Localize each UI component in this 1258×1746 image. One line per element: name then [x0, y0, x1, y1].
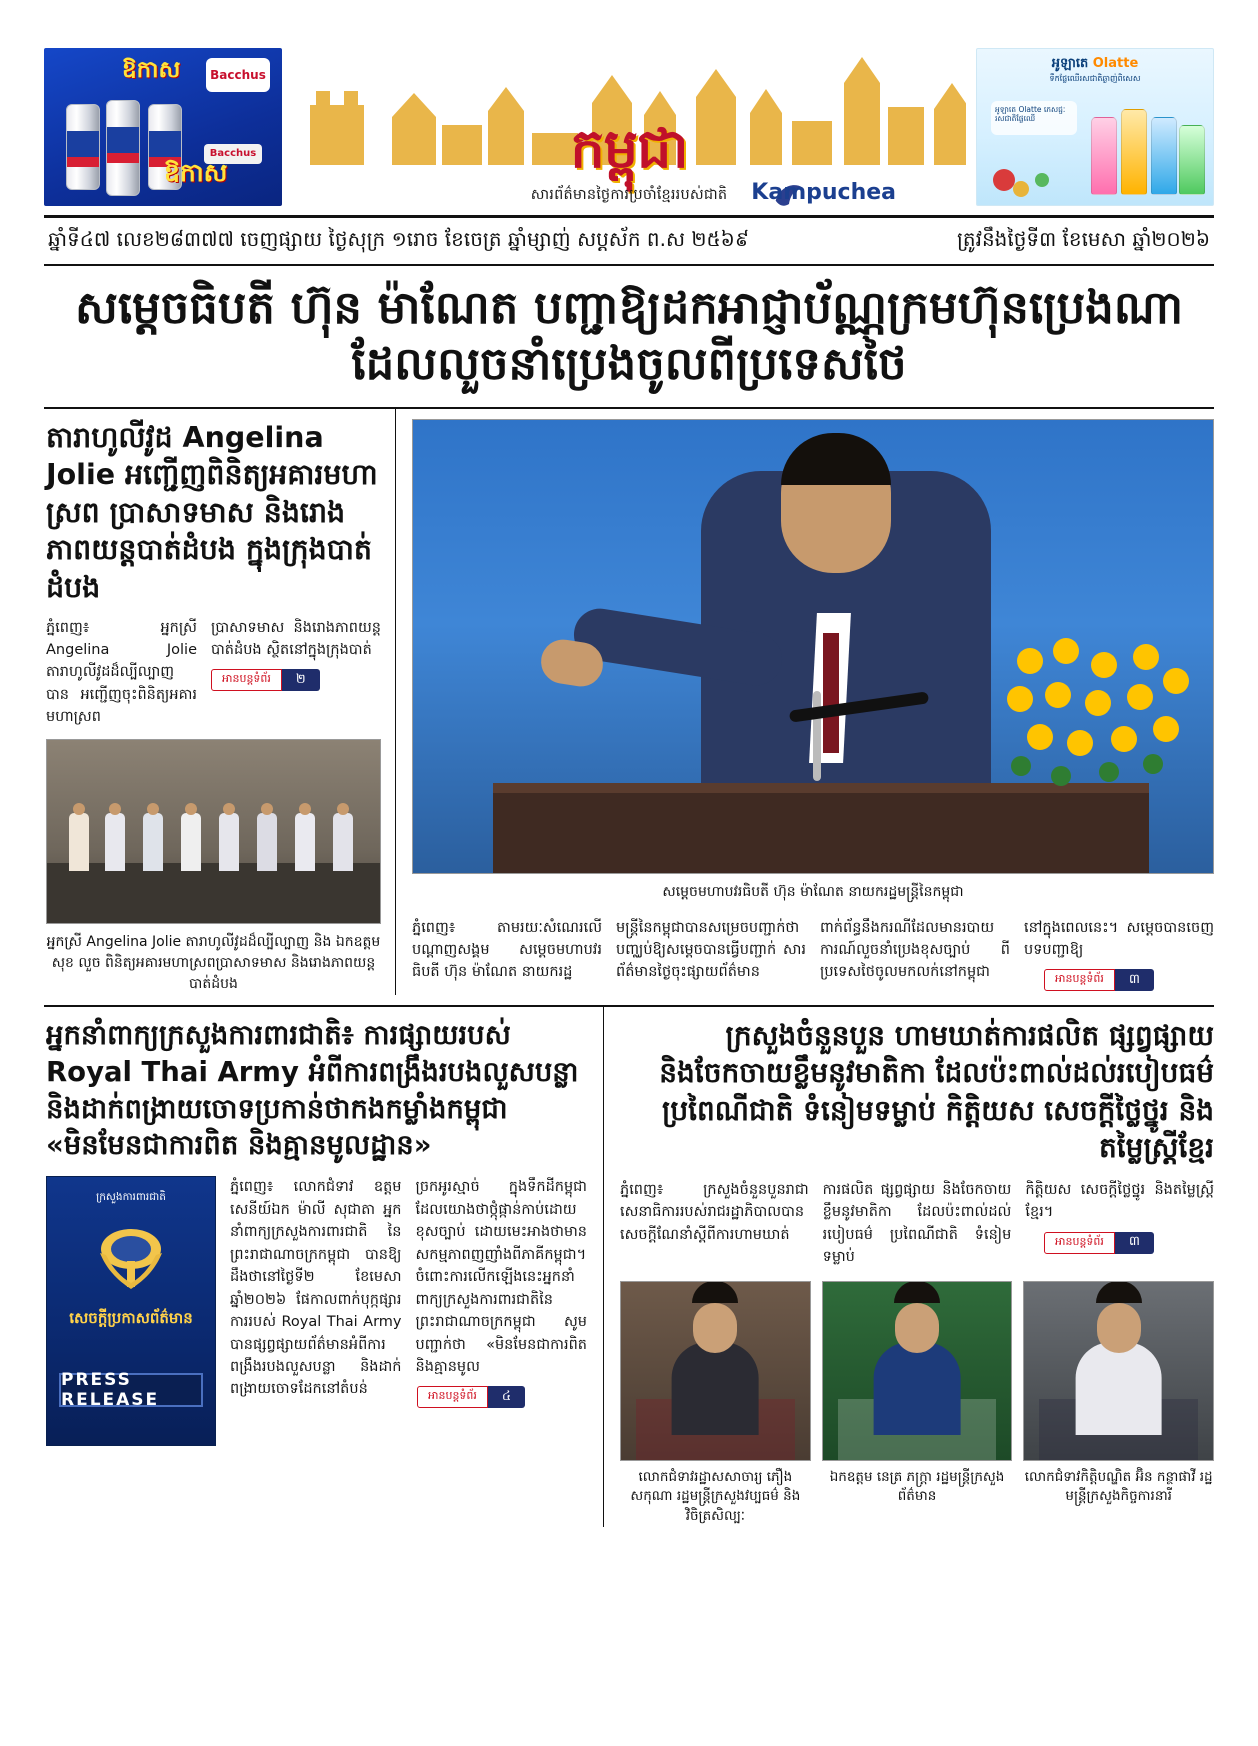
newspaper-title: កម្ពុជា	[570, 116, 688, 180]
culture-paragraph-1: ភ្នំពេញ៖ ក្រសួងចំនួនបួនរាជាសេនាធិការរបស់រាជរដ្ឋាភិបាលបាន សេចក្តីណែនាំស្ដីពីការហាមឃាត់	[620, 1181, 809, 1243]
ad-left-brand-badge-secondary: Bacchus	[204, 144, 262, 164]
press-release-title: សេចក្តីប្រកាសព័ត៌មាន	[69, 1309, 193, 1328]
lead-paragraph-2: មន្ត្រីនៃកម្ពុជាបានសម្រេចបញ្ជាក់ថា បញ្ឈប់ឱ្យសម្តេចបានធ្វើបញ្ជាក់ សារព័ត៌មានថ្ងៃចុះផ្សាយព័ត៌មាន	[616, 919, 806, 981]
ad-left-brand-badge: Bacchus	[206, 58, 270, 92]
lead-readmore-page: ៣	[1115, 969, 1154, 991]
bottle-icon	[1121, 109, 1147, 195]
dateline-issue-info: ឆ្នាំទី៤៧ លេខ២៨៣៧៧ ចេញផ្សាយ ថ្ងៃសុក្រ ១រោច ខែចេត្រ ឆ្នាំម្សាញ់ សប្តស័ក ព.ស ២៥៦៩	[48, 227, 749, 251]
ad-left-khmer-top: ឱកាស	[122, 56, 181, 83]
jolie-readmore[interactable]	[211, 669, 381, 691]
defence-readmore-label: អានបន្តទំព័រ	[417, 1386, 488, 1408]
jolie-paragraph-1: ភ្នំពេញ៖ អ្នកស្រី Angelina Jolie តារាហូលីវូដដ៏ល្បីល្បាញបាន អញ្ជើញចុះពិនិត្យអគារមហាស្រព	[46, 619, 197, 726]
portrait-cell	[1023, 1281, 1214, 1527]
defence-paragraph-1: ភ្នំពេញ៖ លោកជំទាវ ឧត្តមសេនីយ៍ឯក ម៉ាលី សុជាតា អ្នកនាំពាក្យក្រសួងការពារជាតិ នៃព្រះរាជាណាចក្រកម្ពុជា បានឱ្យដឹងថានៅថ្ងៃទី២ ខែមេសា ឆ្នាំ២០២៦ ផែកាលពាក់បុក្កផ្សារការរបស់ Royal Thai Army បានផ្សព្វផ្សាយព័ត៌មានអំពីការពង្រឹងរបងលួសបន្លា និងដាក់ពង្រាយចោទដែកនៅតំបន់	[230, 1179, 402, 1398]
culture-headline[interactable]: ក្រសួងចំនួនបួន ហាមឃាត់ការផលិត ផ្សព្វផ្សាយ និងចែកចាយខ្លឹមនូវមាតិកា ដែលប៉ះពាល់ដល់របៀបធម៌ ប្រពៃណីជាតិ ទំនៀមទម្លាប់ កិត្តិយស សេចក្តីថ្លៃថ្នូរ និងតម្លៃស្ត្រីខ្មែរ	[659, 1018, 1214, 1165]
flower-bouquet	[1007, 638, 1197, 813]
photo-figure	[181, 813, 201, 871]
lead-readmore[interactable]	[1044, 969, 1214, 991]
hun-manet-speech-photo	[412, 419, 1214, 874]
ad-right-pill-text: អូឡាតេ Olatte ភេសជ្ជៈរសជាតិផ្លែឈើ	[991, 101, 1077, 135]
jolie-headline[interactable]: តារាហូលីវូដ Angelina Jolie អញ្ជើញពិនិត្យអគារមហាស្រព ប្រាសាទមាស និងរោងភាពយន្តបាត់ដំបង ក្នុងក្រុងបាត់ដំបង	[46, 420, 378, 604]
bottle-icon	[1091, 117, 1117, 195]
jolie-body	[46, 617, 381, 729]
photo-figure-head	[109, 803, 121, 815]
photo-figure-head	[73, 803, 85, 815]
jolie-paragraph-2: ប្រាសាទមាស និងរោងភាពយន្ត បាត់ដំបង ស្ថិតនៅក្នុងក្រុងបាត់	[211, 619, 381, 659]
product-can-icon	[66, 104, 100, 190]
culture-readmore-page: ៣	[1115, 1232, 1154, 1254]
defence-paragraph-2: ច្រកអូរស្មាច់ ក្នុងទឹកដីកម្ពុជាដែលយោងថាថ្កុំផ្កាន់កាប់ដោយខុសច្បាប់ ដោយមេះអាងថាមានសកម្មភាពញញាំងពីភាគីកម្ពុជា។ ចំពោះការលើកឡើងនេះអ្នកនាំពាក្យក្រសួងការពារជាតិនៃព្រះរាជាណាចក្រកម្ពុជា សូមបញ្ជាក់ថា «មិនមែនជាការពិត និងគ្មានមូល	[415, 1179, 587, 1376]
lead-paragraph-1: ភ្នំពេញ៖ តាមរយៈសំណេរលើ បណ្ដាញសង្គម សម្តេចមហាបវរធិបតី ហ៊ុន ម៉ាណែត នាយករដ្ឋ	[412, 919, 602, 981]
lead-body	[412, 917, 1214, 992]
jolie-article	[44, 409, 396, 995]
portrait-cell	[620, 1281, 811, 1527]
photo-floor	[47, 863, 380, 923]
bottle-icon	[1179, 125, 1205, 195]
culture-readmore[interactable]	[1044, 1232, 1214, 1254]
photo-figure	[295, 813, 315, 871]
portrait-caption: លោកជំទាវរដ្ឋាសសាចារ្យ ភឿង សកុណា រដ្ឋមន្ត្រីក្រសួងវប្បធម៌ និងវិចិត្រសិល្បៈ	[630, 1468, 801, 1524]
ad-right-headline-khmer: អូឡាតេ	[1051, 55, 1089, 71]
defence-readmore[interactable]	[417, 1386, 587, 1408]
photo-figure-head	[147, 803, 159, 815]
portrait-womens-affairs-minister	[1023, 1281, 1214, 1461]
microphone-stand-icon	[813, 691, 821, 781]
advertisement-bacchus[interactable]	[44, 48, 282, 206]
bottle-icon	[1151, 117, 1177, 195]
photo-figure	[143, 813, 163, 871]
nameplate	[292, 47, 966, 207]
ad-right-subtext: ទឹកផ្លែឈើរសជាតិឆ្ងាញ់ពិសេស	[1049, 73, 1141, 83]
ad-left-khmer-bottom: ឱកាស	[164, 157, 228, 187]
defence-headline[interactable]: អ្នកនាំពាក្យក្រសួងការពារជាតិ៖ ការផ្សាយរបស់ Royal Thai Army អំពីការពង្រឹងរបងលួសបន្លា និងដាក់ពង្រាយចោទប្រកាន់ថាកងកម្លាំងកម្ពុជា «មិនមែនជាការពិត និងគ្មានមូលដ្ឋាន»	[46, 1018, 579, 1162]
lead-article	[396, 409, 1214, 995]
dateline-gregorian-date: ត្រូវនឹងថ្ងៃទី៣ ខែមេសា ឆ្នាំ២០២៦	[956, 227, 1210, 251]
newspaper-subtitle: សារព័ត៌មានថ្ងៃការប្រចាំខ្មែររបស់ជាតិ	[530, 186, 728, 203]
photo-figure-head	[185, 803, 197, 815]
lead-paragraph-3: ពាក់ព័ន្ធនឹងករណីដែលមានរបាយការណ៍លួចនាំប្រេងខុសច្បាប់ ពី ប្រទេសថៃចូលមកលក់នៅកម្ពុជា	[820, 919, 1010, 981]
photo-figure	[69, 813, 89, 871]
dateline	[44, 218, 1214, 264]
fruit-icon	[1013, 181, 1029, 197]
jolie-photo-caption: អ្នកស្រី Angelina Jolie តារាហូលីវូដដ៏ល្បីល្បាញ និង ឯកឧត្តម សុខ លួច ពិនិត្យអគារមហាស្រពប្រាសាទមាស និងរោងភាពយន្តបាត់ដំបង	[46, 933, 381, 992]
masthead	[44, 44, 1214, 209]
bottom-section	[44, 1005, 1214, 1527]
leaf-icon	[1035, 173, 1049, 187]
photo-figure-hair	[781, 433, 891, 485]
culture-paragraph-3: កិត្តិយស សេចក្តីថ្លៃថ្នូរ និងតម្លៃស្ត្រីខ្មែរ។	[1025, 1181, 1215, 1221]
photo-figure	[257, 813, 277, 871]
jolie-readmore-page: ២	[282, 669, 320, 691]
top-section	[44, 407, 1214, 995]
photo-figure-head	[223, 803, 235, 815]
photo-figure-tie	[823, 633, 839, 753]
press-release-badge: PRESS RELEASE	[59, 1373, 203, 1407]
defence-article	[44, 1007, 604, 1527]
newspaper-title-english: Kampuchea	[751, 179, 896, 205]
portrait-caption: ឯកឧត្តម នេត្រ ភក្ត្រា រដ្ឋមន្ត្រីក្រសួងព័ត៌មាន	[829, 1468, 1005, 1505]
ad-right-headline	[977, 55, 1213, 74]
lead-paragraph-4: នៅក្នុងពេលនេះ។ សម្តេចបានចេញបទបញ្ជាឱ្យ	[1024, 919, 1214, 958]
portrait-caption: លោកជំទាវកិត្តិបណ្ឌិត អ៊ិន កន្ថាផាវី រដ្ឋមន្ត្រីក្រសួងកិច្ចការនារី	[1024, 1468, 1213, 1505]
jolie-readmore-label: អានបន្តទំព័រ	[211, 669, 282, 691]
ministry-emblem-icon	[90, 1219, 172, 1293]
portrait-information-minister	[822, 1281, 1013, 1461]
culture-paragraph-2: ការផលិត ផ្សព្វផ្សាយ និងចែកចាយ ខ្លឹមនូវមាតិកា ដែលប៉ះពាល់ដល់ របៀបធម៌ ប្រពៃណីជាតិ ទំនៀមទម្លាប់	[822, 1181, 1012, 1266]
photo-figure-head	[261, 803, 273, 815]
product-can-icon	[106, 100, 140, 196]
culture-article	[604, 1007, 1214, 1527]
photo-figure	[105, 813, 125, 871]
lead-headline[interactable]: សម្តេចធិបតី ហ៊ុន ម៉ាណែត បញ្ជាឱ្យដកអាជ្ញាប័ណ្ណក្រមហ៊ុនប្រេងណាដែលលួចនាំប្រេងចូលពីប្រទេសថៃ	[74, 281, 1184, 391]
photo-figure	[219, 813, 239, 871]
fruit-icon	[993, 169, 1015, 191]
ad-right-headline-brand: Olatte	[1092, 55, 1139, 71]
lead-readmore-label: អានបន្តទំព័រ	[1044, 969, 1115, 991]
defence-body	[46, 1176, 587, 1446]
press-release-graphic	[46, 1176, 216, 1446]
photo-figure-head	[299, 803, 311, 815]
lead-photo-caption: សម្តេចមហាបវរធិបតី ហ៊ុន ម៉ាណែត នាយករដ្ឋមន្ត្រីនៃកម្ពុជា	[662, 883, 964, 900]
press-release-ministry: ក្រសួងការពារជាតិ	[96, 1191, 166, 1204]
culture-readmore-label: អានបន្តទំព័រ	[1044, 1232, 1115, 1254]
photo-figure	[333, 813, 353, 871]
photo-figure-head	[337, 803, 349, 815]
portrait-culture-minister	[620, 1281, 811, 1461]
portrait-cell	[822, 1281, 1013, 1527]
culture-body	[620, 1179, 1214, 1269]
jolie-photo	[46, 739, 381, 924]
culture-portraits	[620, 1281, 1214, 1527]
defence-readmore-page: ៤	[488, 1386, 525, 1408]
advertisement-olatte[interactable]	[976, 48, 1214, 206]
